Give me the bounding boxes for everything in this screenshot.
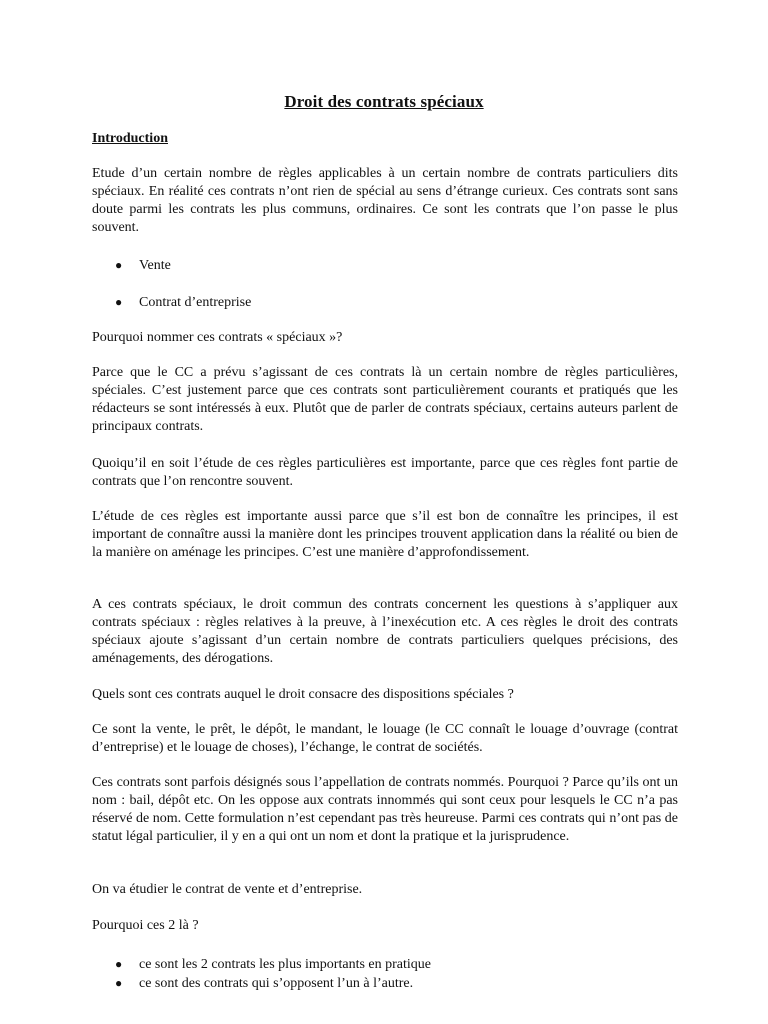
section-heading: Introduction [92,131,168,146]
bullet-icon: ● [115,976,123,990]
paragraph-6: Ce sont la vente, le prêt, le dépôt, le mandant, le louage (le CC connaît le louage d’ouvrage (contrat d’entreprise) et le louage de choses), l’échange, le contrat de sociétés. [92,722,678,755]
question-1: Pourquoi nommer ces contrats « spéciaux »? [92,330,343,345]
paragraph-2: Parce que le CC a prévu s’agissant de ces contrats là un certain nombre de règles particulières, spéciales. C’est justement parce que ces contrats sont particulièrement courants et pratiqués que les rédacteurs se sont intéressés à eux. Plutôt que de parler de contrats spéciaux, certains auteurs parlent de principaux contrats. [92,365,678,434]
bullet-icon: ● [115,957,123,971]
bullet-icon: ● [115,258,123,272]
bullet-item-vente [115,256,171,275]
question-2: Quels sont ces contrats auquel le droit consacre des dispositions spéciales ? [92,687,514,702]
bullet-item-importants [115,955,431,974]
bullet-item-contrat-entreprise [115,293,251,312]
bullet-text: ce sont les 2 contrats les plus importants en pratique [139,957,431,972]
bullet-icon: ● [115,295,123,309]
question-3: Pourquoi ces 2 là ? [92,918,199,933]
bullet-text: ce sont des contrats qui s’opposent l’un à l’autre. [139,976,414,991]
paragraph-1: Etude d’un certain nombre de règles applicables à un certain nombre de contrats particuliers dits spéciaux. En réalité ces contrats n’ont rien de spécial au sens d’étrange curieux. Ces contrats sont sans doute parmi les contrats les plus communs, ordinaires. Ce sont les contrats que l’on passe le plus souvent. [92,166,678,235]
paragraph-8: On va étudier le contrat de vente et d’entreprise. [92,882,363,897]
paragraph-3: Quoiqu’il en soit l’étude de ces règles particulières est importante, parce que ces règles font partie de contrats que l’on rencontre souvent. [92,456,678,489]
paragraph-5: A ces contrats spéciaux, le droit commun des contrats concernent les questions à s’appliquer aux contrats spéciaux : règles relatives à la preuve, à l’inexécution etc. A ces règles le droit des contrats spéciaux ajoute s’agissant d’un certain nombre de contrats particuliers quelques précisions, des aménagements, des dérogations. [92,597,678,666]
bullet-text: Contrat d’entreprise [139,295,252,310]
bullet-item-opposent [115,974,413,993]
document-title: Droit des contrats spéciaux [284,92,484,111]
bullet-text: Vente [139,258,171,273]
paragraph-4: L’étude de ces règles est importante aussi parce que s’il est bon de connaître les principes, il est important de connaître aussi la manière dont les principes trouvent application dans la réalité ou bien de la manière on aménage les principes. C’est une manière d’approfondissement. [92,509,678,560]
paragraph-7: Ces contrats sont parfois désignés sous l’appellation de contrats nommés. Pourquoi ? Parce qu’ils ont un nom : bail, dépôt etc. On les oppose aux contrats innommés qui sont ceux pour lesquels le CC n’a pas réservé de nom. Cette formulation n’est cependant pas très heureuse. Parmi ces contrats qui n’ont pas de statut légal particulier, il y en a qui ont un nom et dont la pratique et la jurisprudence. [92,775,678,844]
